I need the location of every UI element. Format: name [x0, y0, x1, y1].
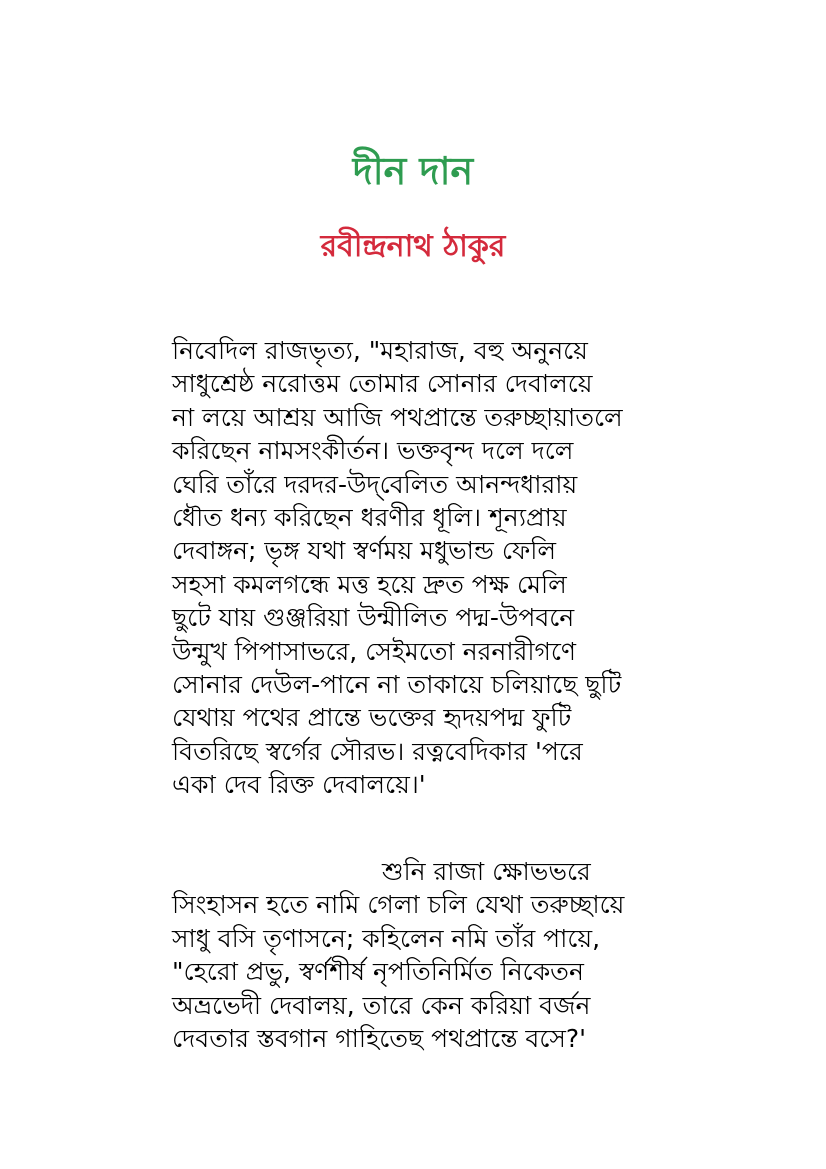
poem-stanza-2 — [172, 855, 812, 1055]
poem-line: ঘেরি তাঁরে দরদর-উদ্‌বেলিত আনন্দধারায় — [172, 469, 578, 499]
poem-author: রবীন্দ্রনাথ ঠাকুর — [320, 228, 506, 264]
poem-line: যেথায় পথের প্রান্তে ভক্তের হৃদয়পদ্ম ফুটি — [172, 703, 572, 733]
poem-line: সাধুশ্রেষ্ঠ নরোত্তম তোমার সোনার দেবালয়ে — [172, 369, 593, 399]
poem-line: সিংহাসন হতে নামি গেলা চলি যেথা তরুচ্ছায়ে — [172, 890, 625, 920]
poem-line: করিছেন নামসংকীর্তন। ভক্তবৃন্দ দলে দলে — [172, 436, 574, 466]
poem-line: ছুটে যায় গুঞ্জরিয়া উন্মীলিত পদ্ম-উপবনে — [172, 603, 575, 633]
poem-line: অভ্রভেদী দেবালয়, তারে কেন করিয়া বর্জন — [172, 990, 591, 1020]
poem-line: একা দেব রিক্ত দেবালয়ে।' — [172, 770, 426, 800]
poem-line: সোনার দেউল-পানে না তাকায়ে চলিয়াছে ছুটি — [172, 669, 622, 699]
poem-title: দীন দান — [352, 149, 474, 194]
poem-line: বিতরিছে স্বর্গের সৌরভ। রত্নবেদিকার 'পরে — [172, 736, 583, 766]
poem-line: উন্মুখ পিপাসাভরে, সেইমতো নরনারীগণে — [172, 636, 577, 666]
poem-line: সাধু বসি তৃণাসনে; কহিলেন নমি তাঁর পায়ে, — [172, 923, 601, 953]
poem-line: শুনি রাজা ক্ষোভভরে — [382, 857, 591, 886]
poem-line: সহসা কমলগন্ধে মত্ত হয়ে দ্রুত পক্ষ মেলি — [172, 569, 567, 599]
poem-line: না লয়ে আশ্রয় আজি পথপ্রান্তে তরুচ্ছায়াতলে — [172, 402, 623, 432]
poem-line: ধৌত ধন্য করিছেন ধরণীর ধূলি। শূন্যপ্রায় — [172, 502, 567, 532]
poem-stanza-1 — [172, 334, 812, 801]
poem-line: দেবাঙ্গন; ভৃঙ্গ যথা স্বর্ণময় মধুভান্ড ফেলি — [172, 536, 557, 566]
poem-line: "হেরো প্রভু, স্বর্ণশীর্ষ নৃপতিনির্মিত নিকেতন — [172, 957, 584, 987]
poem-line: নিবেদিল রাজভৃত্য, "মহারাজ, বহু অনুনয়ে — [172, 336, 588, 365]
poem-line: দেবতার স্তবগান গাহিতেছ পথপ্রান্তে বসে?' — [172, 1023, 587, 1053]
